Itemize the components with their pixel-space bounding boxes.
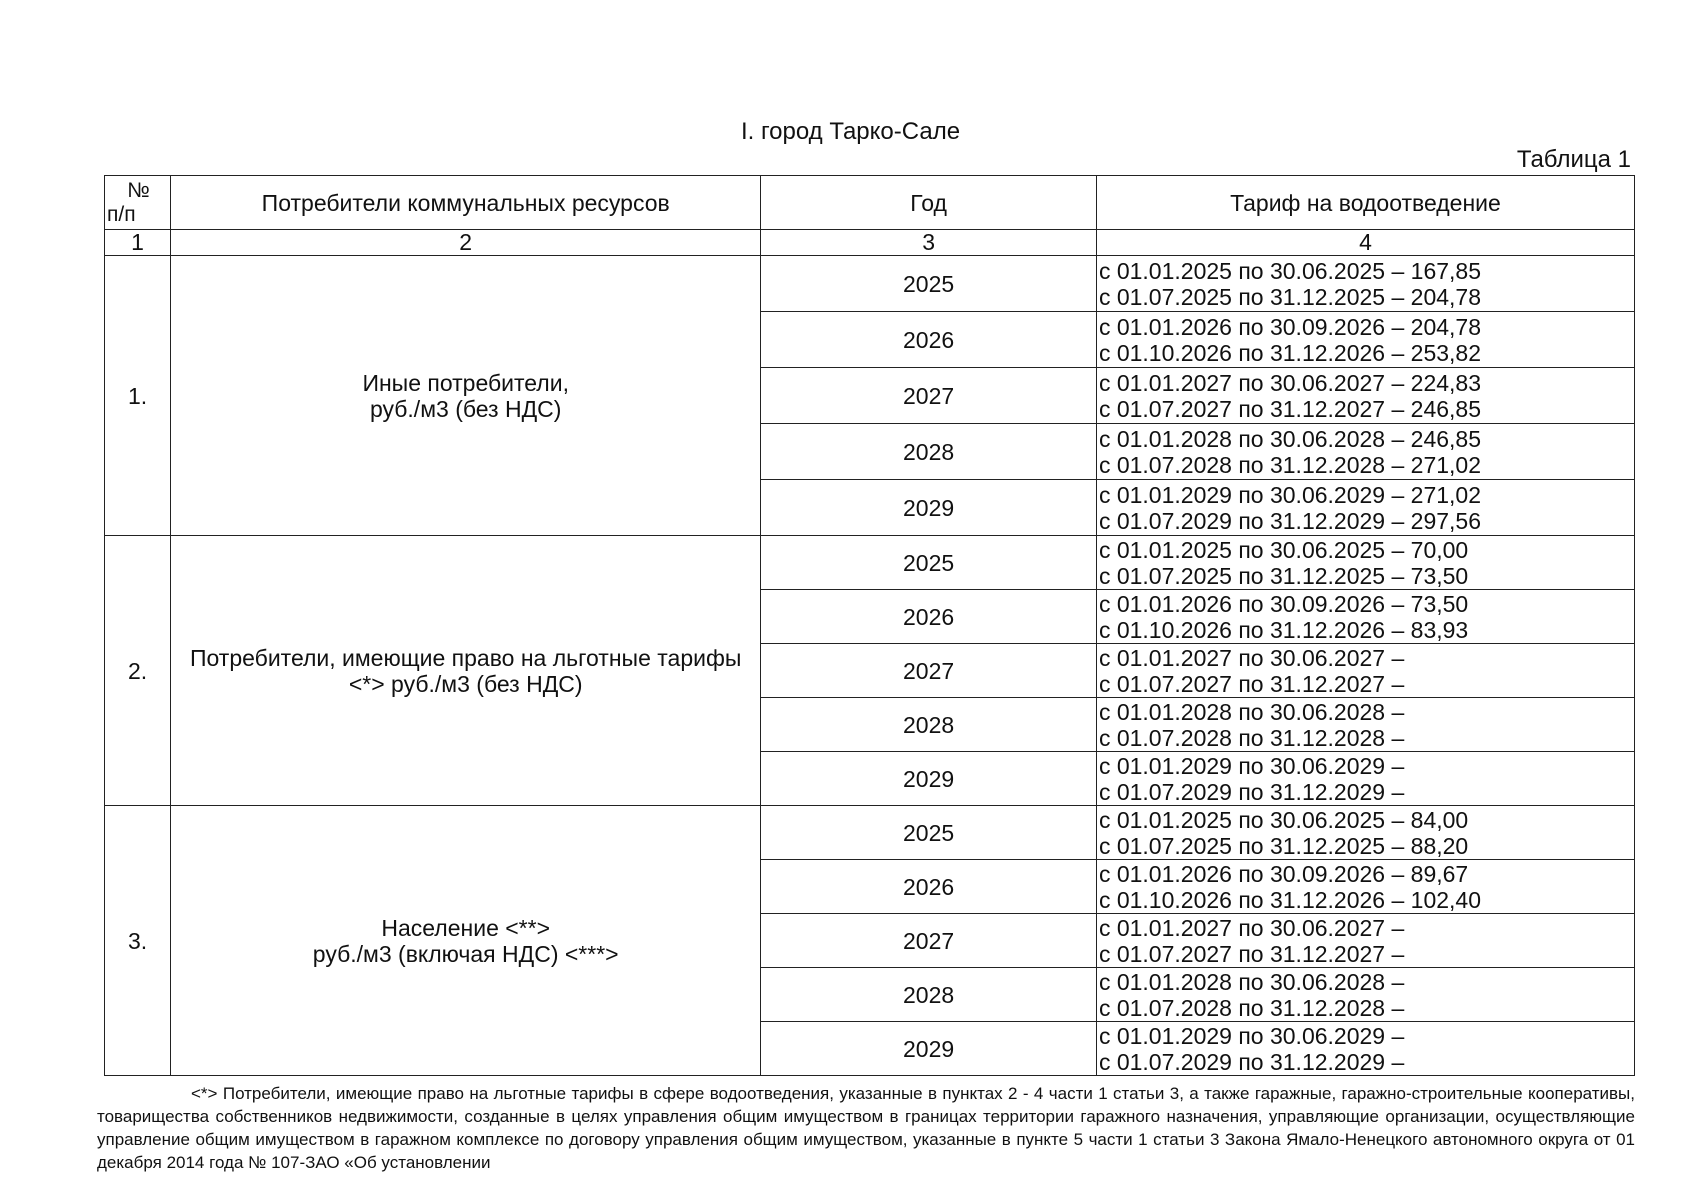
tariff-period: с 01.01.2026 по 30.09.2026 – 204,78 — [1098, 313, 1481, 340]
consumer-text: руб./м3 (без НДС) — [369, 395, 562, 422]
header-consumers: Потребители коммунальных ресурсов — [171, 176, 761, 230]
consumer-category — [171, 536, 761, 806]
year-cell: 2026 — [761, 312, 1097, 368]
table-row — [105, 536, 1635, 590]
tariff-cell — [1096, 698, 1634, 752]
column-index-row — [105, 230, 1635, 256]
header-number-symbol: № — [127, 178, 150, 202]
tariff-cell — [1096, 968, 1634, 1022]
tariff-cell — [1096, 860, 1634, 914]
tariff-cell — [1096, 752, 1634, 806]
tariff-period: с 01.07.2027 по 31.12.2027 – — [1098, 940, 1405, 967]
year-cell: 2028 — [761, 968, 1097, 1022]
tariff-period: с 01.07.2027 по 31.12.2027 – — [1098, 670, 1405, 697]
consumer-text: руб./м3 (включая НДС) <***> — [312, 940, 619, 967]
year-cell: 2025 — [761, 536, 1097, 590]
tariff-period: с 01.07.2028 по 31.12.2028 – 271,02 — [1098, 451, 1481, 478]
consumer-text: Население <**> — [381, 914, 551, 941]
tariff-cell — [1096, 424, 1634, 480]
tariff-table — [104, 175, 1635, 1076]
tariff-cell — [1096, 368, 1634, 424]
year-cell: 2027 — [761, 368, 1097, 424]
year-cell: 2026 — [761, 860, 1097, 914]
tariff-period: с 01.10.2026 по 31.12.2026 – 83,93 — [1098, 616, 1469, 643]
tariff-cell — [1096, 1022, 1634, 1076]
row-number: 1. — [105, 256, 171, 536]
tariff-cell — [1096, 644, 1634, 698]
tariff-cell — [1096, 256, 1634, 312]
consumer-category — [171, 806, 761, 1076]
tariff-period: с 01.10.2026 по 31.12.2026 – 102,40 — [1098, 886, 1481, 913]
tariff-period: с 01.07.2025 по 31.12.2025 – 73,50 — [1098, 562, 1469, 589]
tariff-cell — [1096, 480, 1634, 536]
column-index-cell: 4 — [1096, 230, 1634, 256]
year-cell: 2029 — [761, 752, 1097, 806]
tariff-period: с 01.10.2026 по 31.12.2026 – 253,82 — [1098, 339, 1481, 366]
row-number: 2. — [105, 536, 171, 806]
consumer-text: Потребители, имеющие право на льготные тарифы — [189, 644, 742, 671]
table-row — [105, 806, 1635, 860]
footnote: <*> Потребители, имеющие право на льготные тарифы в сфере водоотведения, указанные в пунктах 2 - 4 части 1 статьи 3, а также гаражные, гаражно-строительные кооперативы, товарищества собственников недвижимости, созданные в целях управления общим имуществом в границах территории гаражного назначения, управляющие организации, осуществляющие управление общим имуществом в гаражном комплексе по договору управления общим имуществом, указанные в пункте 5 части 1 статьи 3 Закона Ямало-Ненецкого автономного округа от 01 декабря 2014 года № 107-ЗАО «Об установлении — [97, 1084, 1635, 1172]
tariff-period: с 01.01.2028 по 30.06.2028 – — [1098, 968, 1405, 995]
table-row — [105, 256, 1635, 312]
year-cell: 2029 — [761, 480, 1097, 536]
year-cell: 2027 — [761, 914, 1097, 968]
tariff-cell — [1096, 312, 1634, 368]
year-cell: 2027 — [761, 644, 1097, 698]
year-cell: 2028 — [761, 698, 1097, 752]
tariff-period: с 01.01.2027 по 30.06.2027 – 224,83 — [1098, 369, 1481, 396]
header-row — [105, 176, 1635, 230]
year-cell: 2026 — [761, 590, 1097, 644]
table-label: Таблица 1 — [1516, 146, 1631, 173]
consumer-category — [171, 256, 761, 536]
column-index-cell: 1 — [105, 230, 171, 256]
tariff-period: с 01.01.2028 по 30.06.2028 – 246,85 — [1098, 425, 1481, 452]
tariff-period: с 01.07.2029 по 31.12.2029 – — [1098, 778, 1405, 805]
tariff-period: с 01.01.2029 по 30.06.2029 – 271,02 — [1098, 481, 1481, 508]
consumer-text: Иные потребители, — [362, 369, 569, 396]
section-title: I. город Тарко-Сале — [740, 118, 961, 145]
column-index-cell: 3 — [761, 230, 1097, 256]
tariff-period: с 01.07.2027 по 31.12.2027 – 246,85 — [1098, 395, 1481, 422]
tariff-period: с 01.01.2026 по 30.09.2026 – 89,67 — [1098, 860, 1469, 887]
consumer-text: <*> руб./м3 (без НДС) — [348, 670, 583, 697]
year-cell: 2028 — [761, 424, 1097, 480]
tariff-period: с 01.01.2029 по 30.06.2029 – — [1098, 1022, 1405, 1049]
row-number: 3. — [105, 806, 171, 1076]
column-index-cell: 2 — [171, 230, 761, 256]
header-year: Год — [761, 176, 1097, 230]
tariff-period: с 01.01.2025 по 30.06.2025 – 167,85 — [1098, 257, 1481, 284]
tariff-period: с 01.07.2025 по 31.12.2025 – 204,78 — [1098, 283, 1481, 310]
tariff-period: с 01.01.2027 по 30.06.2027 – — [1098, 644, 1405, 671]
year-cell: 2025 — [761, 806, 1097, 860]
tariff-period: с 01.01.2029 по 30.06.2029 – — [1098, 752, 1405, 779]
tariff-period: с 01.07.2029 по 31.12.2029 – 297,56 — [1098, 507, 1481, 534]
tariff-period: с 01.01.2026 по 30.09.2026 – 73,50 — [1098, 590, 1469, 617]
header-number-abbr: п/п — [107, 202, 136, 226]
tariff-period: с 01.01.2028 по 30.06.2028 – — [1098, 698, 1405, 725]
tariff-period: с 01.07.2025 по 31.12.2025 – 88,20 — [1098, 832, 1469, 859]
tariff-period: с 01.01.2027 по 30.06.2027 – — [1098, 914, 1405, 941]
tariff-period: с 01.07.2028 по 31.12.2028 – — [1098, 994, 1405, 1021]
tariff-cell — [1096, 914, 1634, 968]
tariff-period: с 01.07.2028 по 31.12.2028 – — [1098, 724, 1405, 751]
tariff-period: с 01.07.2029 по 31.12.2029 – — [1098, 1048, 1405, 1075]
tariff-period: с 01.01.2025 по 30.06.2025 – 70,00 — [1098, 536, 1469, 563]
tariff-cell — [1096, 806, 1634, 860]
tariff-cell — [1096, 536, 1634, 590]
tariff-cell — [1096, 590, 1634, 644]
year-cell: 2029 — [761, 1022, 1097, 1076]
header-number — [105, 176, 171, 230]
year-cell: 2025 — [761, 256, 1097, 312]
tariff-period: с 01.01.2025 по 30.06.2025 – 84,00 — [1098, 806, 1469, 833]
header-tariff: Тариф на водоотведение — [1096, 176, 1634, 230]
